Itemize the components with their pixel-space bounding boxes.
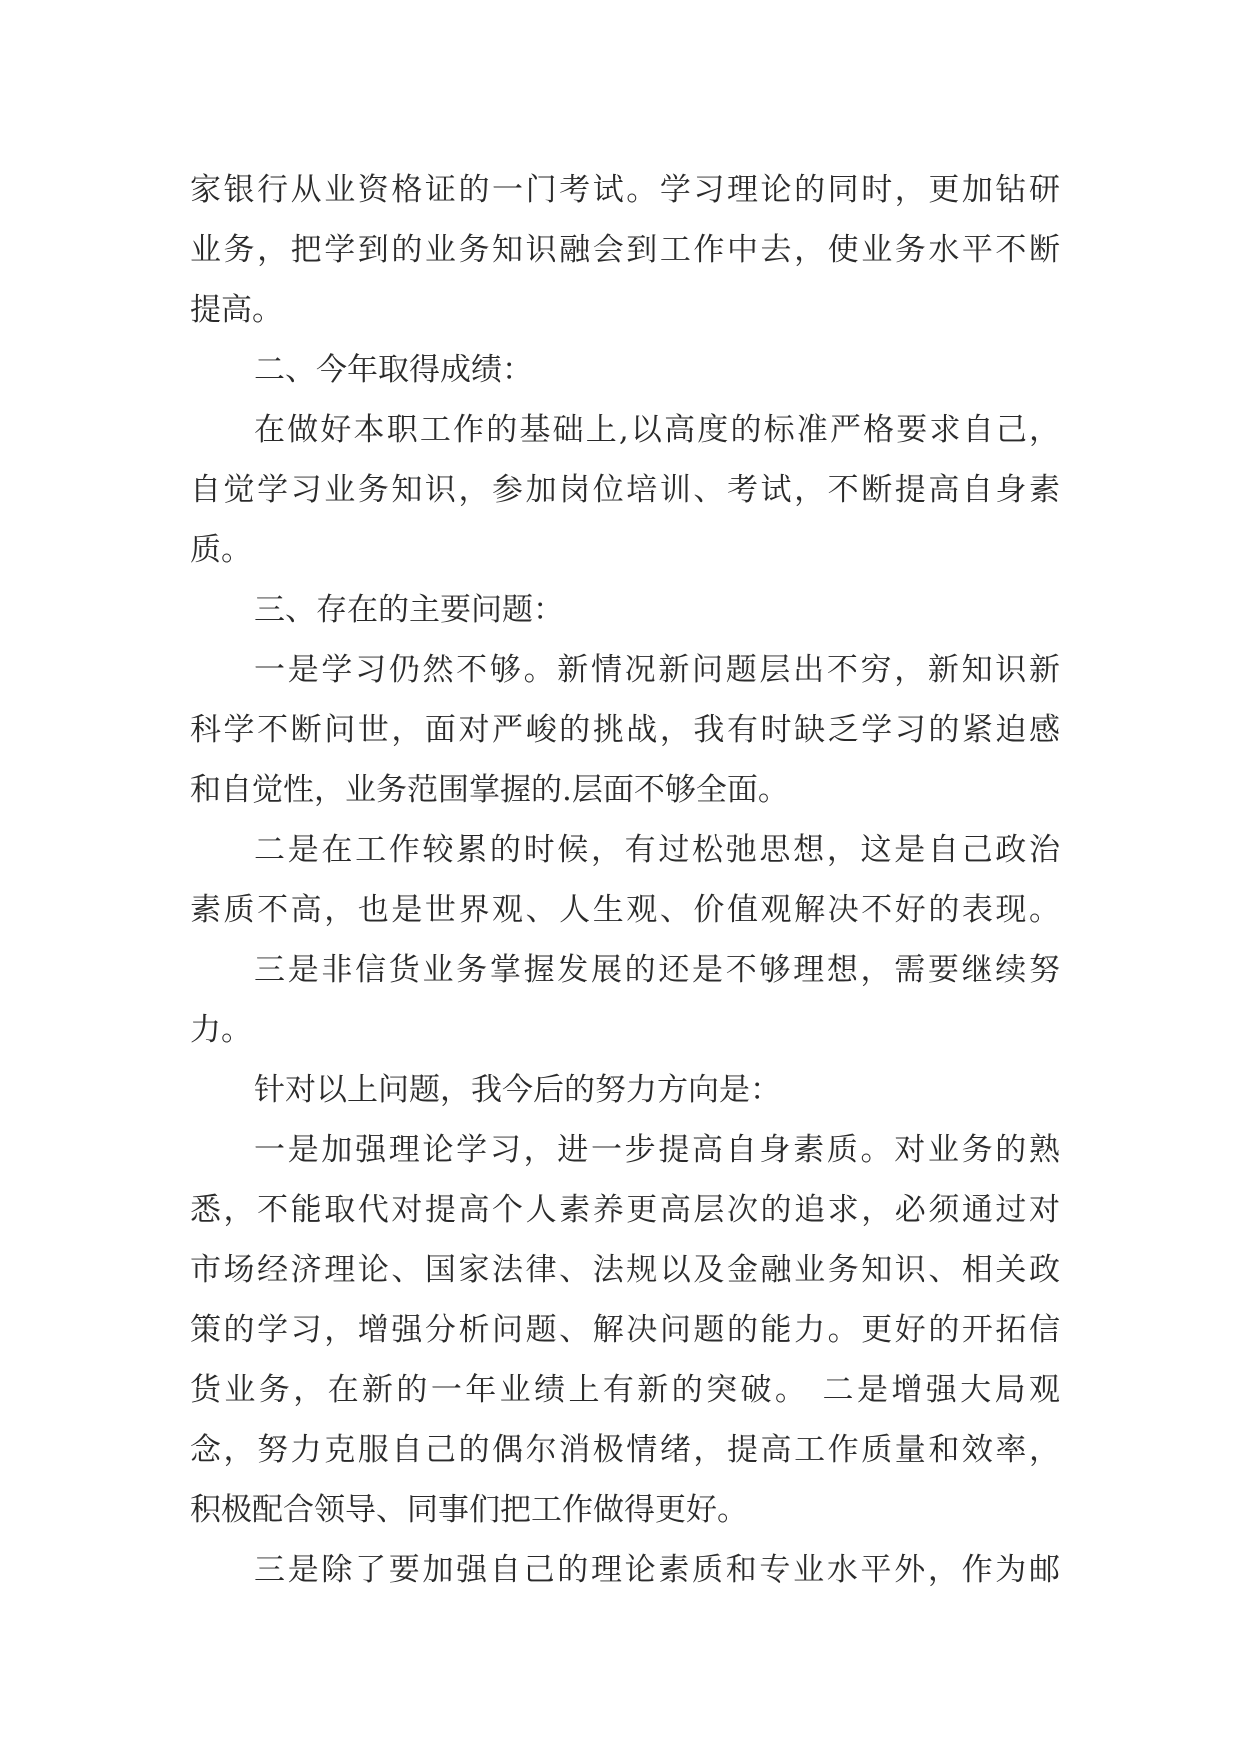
text-line: 针对以上问题，我今后的努力方向是： [254, 1072, 781, 1108]
text-line: 三是非信货业务掌握发展的还是不够理想，需要继续努 [254, 952, 1060, 988]
text-line: 和自觉性，业务范围掌握的.层面不够全面。 [190, 772, 789, 808]
text-line: 二、今年取得成绩： [254, 352, 533, 388]
text-line: 货业务，在新的一年业绩上有新的突破。 二是增强大局观 [190, 1372, 1060, 1408]
text-line: 三、存在的主要问题： [254, 592, 564, 628]
text-line: 科学不断问世，面对严峻的挑战，我有时缺乏学习的紧迫感 [190, 712, 1060, 748]
text-line: 力。 [190, 1012, 252, 1048]
text-line: 一是加强理论学习，进一步提高自身素质。对业务的熟 [254, 1132, 1060, 1168]
text-line: 积极配合领导、同事们把工作做得更好。 [190, 1492, 748, 1528]
text-line: 家银行从业资格证的一门考试。学习理论的同时，更加钻研 [190, 172, 1060, 208]
text-line: 三是除了要加强自己的理论素质和专业水平外，作为邮 [254, 1552, 1060, 1588]
text-line: 提高。 [190, 292, 283, 328]
text-line: 自觉学习业务知识，参加岗位培训、考试，不断提高自身素 [190, 472, 1060, 508]
text-line: 念，努力克服自己的偶尔消极情绪，提高工作质量和效率， [190, 1432, 1060, 1468]
text-line: 策的学习，增强分析问题、解决问题的能力。更好的开拓信 [190, 1312, 1060, 1348]
text-line: 市场经济理论、国家法律、法规以及金融业务知识、相关政 [190, 1252, 1060, 1288]
text-line: 二是在工作较累的时候，有过松弛思想，这是自己政治 [254, 832, 1060, 868]
text-line: 质。 [190, 532, 252, 568]
text-line: 业务，把学到的业务知识融会到工作中去，使业务水平不断 [190, 232, 1060, 268]
text-line: 悉，不能取代对提高个人素养更高层次的追求，必须通过对 [190, 1192, 1060, 1228]
text-line: 素质不高，也是世界观、人生观、价值观解决不好的表现。 [190, 892, 1060, 928]
text-line: 一是学习仍然不够。新情况新问题层出不穷，新知识新 [254, 652, 1060, 688]
text-line: 在做好本职工作的基础上,以高度的标准严格要求自己， [254, 412, 1060, 448]
body-text [190, 160, 1060, 1600]
